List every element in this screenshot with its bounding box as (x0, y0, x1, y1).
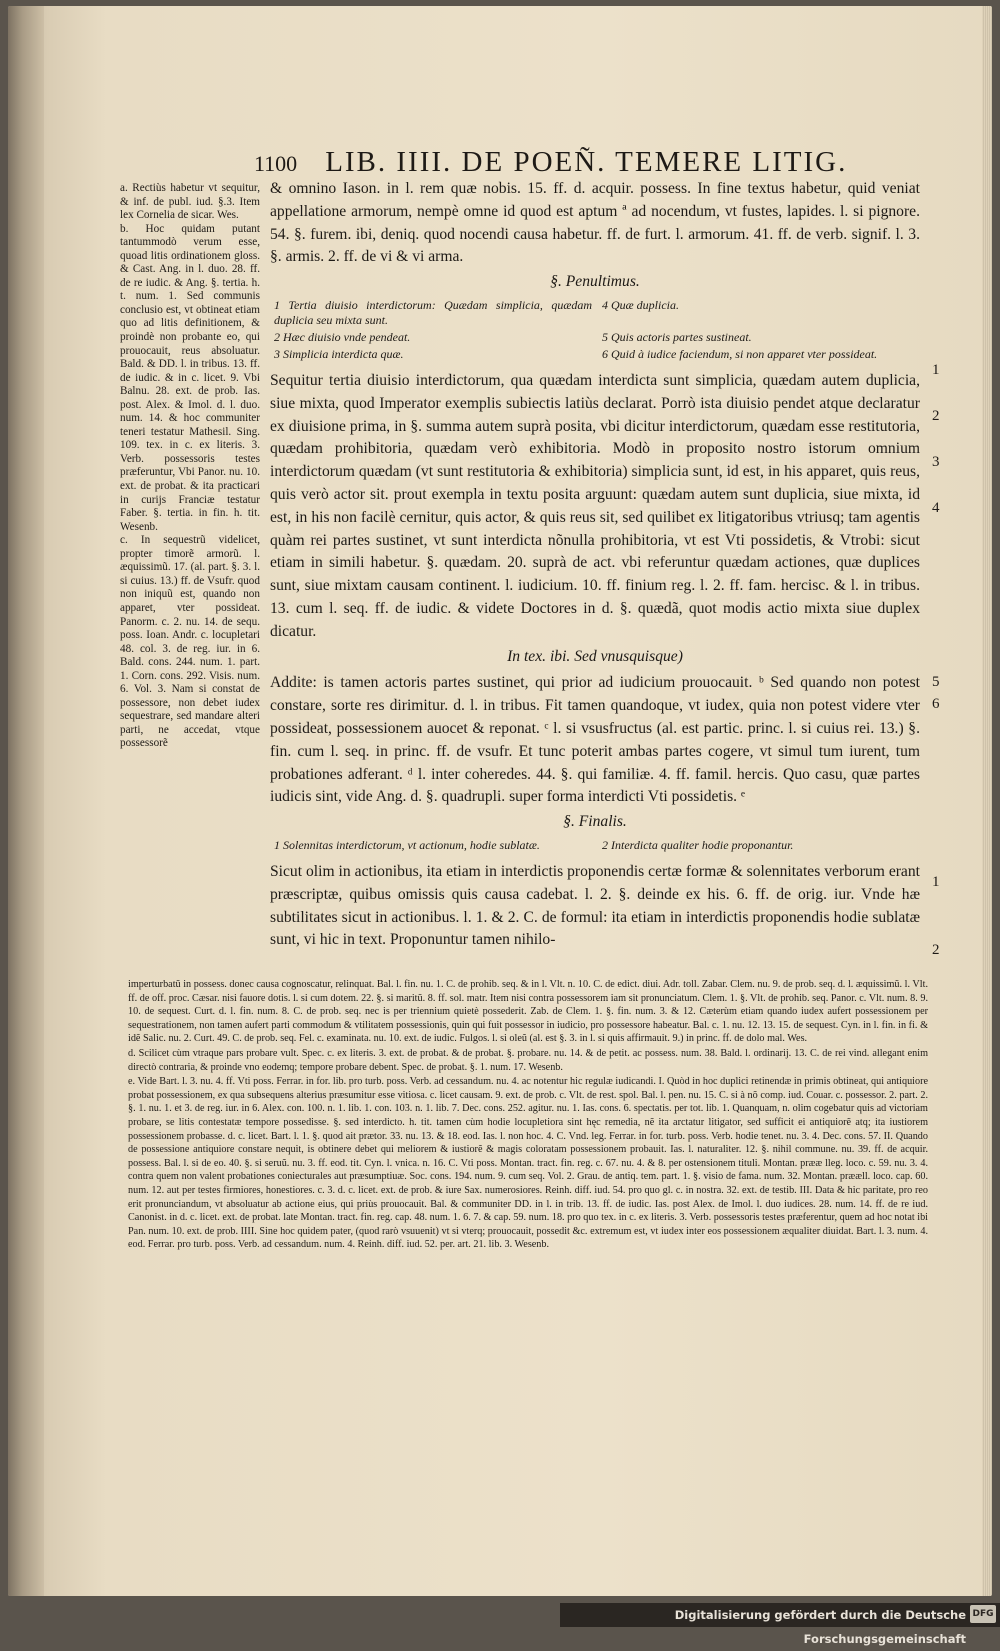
margin-note-a: a. Rectiùs habetur vt sequitur, & inf. de publ. iud. §.3. Item lex Cornelia de sicar. Wes. (120, 182, 260, 222)
paragraph-3: Sicut olim in actionibus, ita etiam in interdictis proponendis certæ formæ & solennitates verborum erant præscriptæ, quibus omissis quis causa cadebat. l. 2. §. deinde ex his. 6. ff. de orig. iur. Vnde hæ subtilitates sicut in actionibus. l. 1. & 2. C. de formul: ita etiam in interdictis proponendis hodie sublatæ sunt, vi hic in text. Proponuntur tamen nihilo- (270, 862, 920, 949)
digitization-notice: Digitalisierung gefördert durch die Deutsche Forschungsgemeinschaft (560, 1603, 1000, 1627)
margin-note-b: b. Hoc quidam putant tantummodò verum esse, quoad litis ordinationem gloss. & Cast. Ang. in l. duo. 28. ff. de re iudic. & Ang. §. tertia. h. t. num. 1. Sed communis conclusio est, vt obtineat etiam quo ad litis definitionem, & proindè non probante eo, qui prouocauit, reus absoluatur. Bald. & DD. l. in tribus. 13. ff. de iudic. & in c. licet. 9. Vbi Balnu. 28. ext. de prob. Ias. post. Alex. & Imol. d. l. duo. num. 14. & hoc communiter teneri testatur Mathesil. Sing. 109. tex. in c. ex literis. 3. Verb. possessoris testes præferuntur, Vbi Panor. nu. 10. ext. de probat. & ita practicari in curijs Franciæ testatur Faber. §. tertia. in fin. h. tit. Wesenb. (120, 222, 260, 533)
line-number: 2 (932, 942, 940, 958)
summary-item: 2 Interdicta qualiter hodie proponantur. (602, 837, 794, 852)
summary-penultimus (270, 298, 920, 364)
summary-item: 3 Simplicia interdicta quæ. (274, 346, 404, 361)
page-number: 1100 (254, 151, 298, 176)
summary-item: 1 Tertia diuisio interdictorum: Quædam simplicia, quædam duplicia seu mixta sunt. (274, 297, 592, 327)
dfg-logo: DFG (970, 1605, 996, 1623)
margin-notes (120, 182, 260, 751)
page-edges (982, 6, 992, 1596)
margin-note-c: c. In sequestrũ videlicet, propter timorẽ armorũ. l. æquissimũ. 17. (al. part. §. 3. l. si cuius. 13.) ff. de Vsufr. quod non iniquũ est, quando non apparet, vter possideat. Panorm. c. 2. nu. 14. de sequ. poss. Ioan. Andr. c. locupletari 48. col. 3. de reg. iur. in 6. Bald. cons. 244. num. 1. part. 1. Corn. cons. 292. Visis. num. 6. Vol. 3. Nam si constat de possessore, non debet iudex sequestrare, sed mandare alteri parti, ne accedat, vtque possessorẽ (120, 534, 260, 750)
paragraph-2: Addite: is tamen actoris partes sustinet, qui prior ad iudicium prouocauit. ᵇ Sed quando non potest constare, sorte res dirimitur. d. l. in tribus. Fit tamen quandoque, vt iudex, quia non potest videre vter possideat, possessionem auocet & reponat. ᶜ l. si vsusfructus (al. est partic. princ. l. si cuius rei. 13.) §. fin. cum l. seq. in princ. ff. de vsufr. Et tunc poterit ambas partes cogere, vt simul tum iurent, tum probationes adferant. ᵈ l. inter coheredes. 44. §. qui familiæ. 4. ff. famil. hercis. Quo casu, quæ partes iudicis sint, vide Ang. d. §. quadrupli. super forma interdicti Vti possidetis. ᵉ (270, 674, 920, 806)
line-number: 2 (932, 408, 940, 424)
summary-item: 5 Quis actoris partes sustineat. (602, 329, 752, 344)
paragraph-1: Sequitur tertia diuisio interdictorum, qua quædam interdicta sunt simplicia, quædam autem duplicia, siue mixta, quod Imperator exemplis subiectis latiùs declarat. Porrò ista diuisio pendet atque declaratur ex diuisione prima, in §. summa autem suprà posita, vbi dicitur interdictorum, quædam esse restitutoria, quædam prohibitoria, quædam verò exhibitoria. Modò in proposito nostro istorum omnium interdictorum quædam (vt sunt restitutoria & exhibitoria) simplicia sunt, id est, in his apparet, quis reus, quis verò actor sit. prout exempla in textu posita arguunt: quædam autem sunt duplicia, siue mixta, id est, in his non facilè cernitur, quis actor, & quis reus sit, sed quilibet ex litigatoribus vtriusq; tam agentis quàm rei partes sustinet, vt sunt interdicta nõnulla prohibitoria, vt est Vti possidetis, & Vtrobi: sicut etiam in simili habetur. §. quædam. 20. suprà de act. vbi referuntur quædam actiones, quæ duplices sunt, siue mixtam causam continent. l. iudicium. 10. ff. finium reg. l. 2. ff. fam. hercisc. & l. in tribus. 13. cum l. seq. ff. de iudic. & videte Doctores in d. §. quædã, quot modis actio mixta siue duplex dicatur. (270, 371, 920, 640)
running-head (254, 146, 894, 179)
running-title: LIB. IIII. DE POEÑ. TEMERE LITIG. (325, 146, 848, 178)
intro-paragraph: & omnino Iason. in l. rem quæ nobis. 15. ff. d. acquir. possess. In fine textus habetur, quid veniat appellatione armorum, nempè omne id quod est aptum ª ad nocendum, vt fustes, lapides. l. si pignore. 54. §. furem. ibi, deniq. quod nocendi causa habetur. ff. de furt. l. armorum. 41. ff. de verb. signif. l. 3. §. armis. 2. ff. de vi & vi arma. (270, 180, 920, 266)
line-number: 1 (932, 362, 940, 378)
section-heading-penultimus: §. Penultimus. (550, 273, 640, 291)
book-page (8, 6, 992, 1596)
section-heading-intex: In tex. ibi. Sed vnusquisque) (507, 647, 683, 665)
book-binding (8, 6, 44, 1596)
line-number: 6 (932, 696, 940, 712)
summary-item: 1 Solennitas interdictorum, vt actionum, hodie sublatæ. (274, 837, 540, 852)
summary-item: 6 Quid à iudice faciendum, si non apparet vter possideat. (602, 346, 878, 361)
summary-item: 4 Quæ duplicia. (602, 297, 679, 312)
footnote: imperturbatũ in possess. donec causa cognoscatur, relinquat. Bal. l. fin. nu. 1. C. de prohib. seq. & in l. Vlt. n. 10. C. de edict. diui. Adr. toll. Zabar. Clem. nu. 9. de prob. seq. d. l. æquissimũ. l. Vlt. ff. de off. proc. Cæsar. nisi fauore dotis. l. si cum dotem. 22. §. si maritũ. 8. ff. sol. matr. Item nisi contra possessorem iam sit pronunciatum. Clem. 1. §. Vlt. de prohib. seq. Panor. c. Vlt. num. 8. 9. 10. de sequest. Curt. d. l. fin. num. 8. C. de prob. seq. nec is per triennium quietè possederit. Zab. de Clem. 1. §. fin. num. 3. & 12. Cæterùm etiam quando iudex aufert possessionem per sequestrationem, non tamen aufert parti commodum & vtilitatem possessionis, quin qui fuit possessor in iudicio, pro possessore habeatur. Bal. c. 1. nu. 12. 13. 15. de sequest. Cyn. in l. fin. in fi. & idẽ Salic. nu. 2. Curt. 49. C. de prob. seq. Fel. c. examinata. nu. 10. ext. de iudic. Fulgos. l. si oleũ (al. est §. 3. in l. si quis affirmauit. 9.) in princ. ff. de dolo mal. Wes. (128, 979, 928, 1045)
summary-finalis (270, 838, 920, 855)
line-number: 4 (932, 500, 940, 516)
footnotes (128, 978, 928, 1253)
line-number: 1 (932, 874, 940, 890)
line-number: 5 (932, 674, 940, 690)
main-text (270, 178, 920, 952)
summary-item: 2 Hæc diuisio vnde pendeat. (274, 329, 411, 344)
section-heading-finalis: §. Finalis. (563, 813, 627, 831)
footnote: d. Scilicet cùm vtraque pars probare vult. Spec. c. ex literis. 3. ext. de probat. & de probat. §. probare. nu. 14. & de petit. ac possess. num. 38. Bald. l. ordinarij. 13. C. de rei vind. allegant enim directò contraria, & proinde vno eodemq; tempore probare debent. Spec. de probat. §. 1. num. 17. Wesenb. (128, 1047, 928, 1073)
line-number: 3 (932, 454, 940, 470)
footnote: e. Vide Bart. l. 3. nu. 4. ff. Vti poss. Ferrar. in for. lib. pro turb. poss. Verb. ad cessandum. nu. 4. ac notentur hic regulæ iudicandi. I. Quòd in hoc duplici retinendæ in primis obtineat, qui antiquiore probat possessionem, ex qua subsequens alterius præsumitur esse vitiosa. c. licet causam. 9. ext. de prob. c. Vlt. de rest. spol. Bal. l. pen. nu. 15. C. si à nõ comp. iud. Couar. c. possessor. 2. part. 2. §. 1. nu. 1. et 3. de reg. iur. in 6. Alex. con. 100. n. 1. lib. 1. con. 103. n. 1. lib. 7. Dec. cons. 252. agitur. nu. 1. Ias. cons. 6. spectatis. per tot. lib. 1. Quanquam, n. olim cogebatur quis ad victoriam probare, se litis contestatæ tempore possedisse. §. sed interdicto. h. tit. tamen cùm hodie locupletiora sint hęc remedia, nẽ ita arctatur litigator, sed sufficit ei antiquiorẽ atq; ita iustiorem possessionem probasse. d. c. licet. Bart. l. 1. §. quod ait prætor. 33. nu. 13. & 18. eod. Ias. l. non hoc. 4. C. Vnd. leg. Ferrar. in for. turb. poss. Verb. hodie tenet. nu. 3. 4. Dec. cons. 57. II. Quando de possessione antiquiore constare nequit, is obtinere debet qui meliorem & iustiorẽ & magis coloratam possessionem probauit. Ias. l. naturaliter. 12. §. nihil commune. nu. 39. ff. de acquir. possess. Bal. l. si de eo. 40. §. si seruũ. nu. 3. ff. eod. tit. Cyn. l. vnica. n. 16. C. Vti poss. Montan. tract. fin. reg. c. 67. nu. 4. & 8. per ostensionem tituli. Montan. prææ lleg. loco. c. 59. nu. 3. 4. contra quem non valent probationes coniecturales aut præsumptiuæ. Soc. cons. 194. num. 9. cum seq. Vol. 2. Grau. de antiq. tem. part. 1. §. visio de fama. num. 32. Montan. prææll. loco. cap. 60. num. 12. aut per testes firmiores, honestiores. c. 3. d. c. licet. ext. de prob. & iure Sax. numerosiores. Reinh. diff. iud. 54. pro quo gl. c. in nostra. 32. ext. de testib. III. Data & hic paritate, pro reo erit pronunciandum, vt absoluatur ab actione eius, qui priùs prouocauit. Bal. & communiter DD. in l. in trib. 13. ff. de iudic. Ias. post Alex. de Imol. l. duo iudices. 28. num. 14. ff. de re iud. Canonist. in d. c. licet. ext. de probat. late Montan. tract. fin. reg. cap. 48. num. 1. 6. 7. & cap. 59. num. 18. pro quo tex. in c. ex literis. 3. Verb. possessoris testes præferentur, quem ad hoc notat ibi Pan. num. 10. ext. de prob. IIII. Sine hoc quidem pater, (quod rarò vsuuenit) vt si vterq; prouocauit, possedit &c. extremum est, vt iudex inter eos possessionem æqualiter diuidat. Bart. l. 3. num. 4. eod. Ferrar. pro turb. poss. Verb. ad cessandum. num. 4. Reinh. diff. iud. 52. per. art. 21. lib. 3. Wesenb. (128, 1076, 928, 1251)
